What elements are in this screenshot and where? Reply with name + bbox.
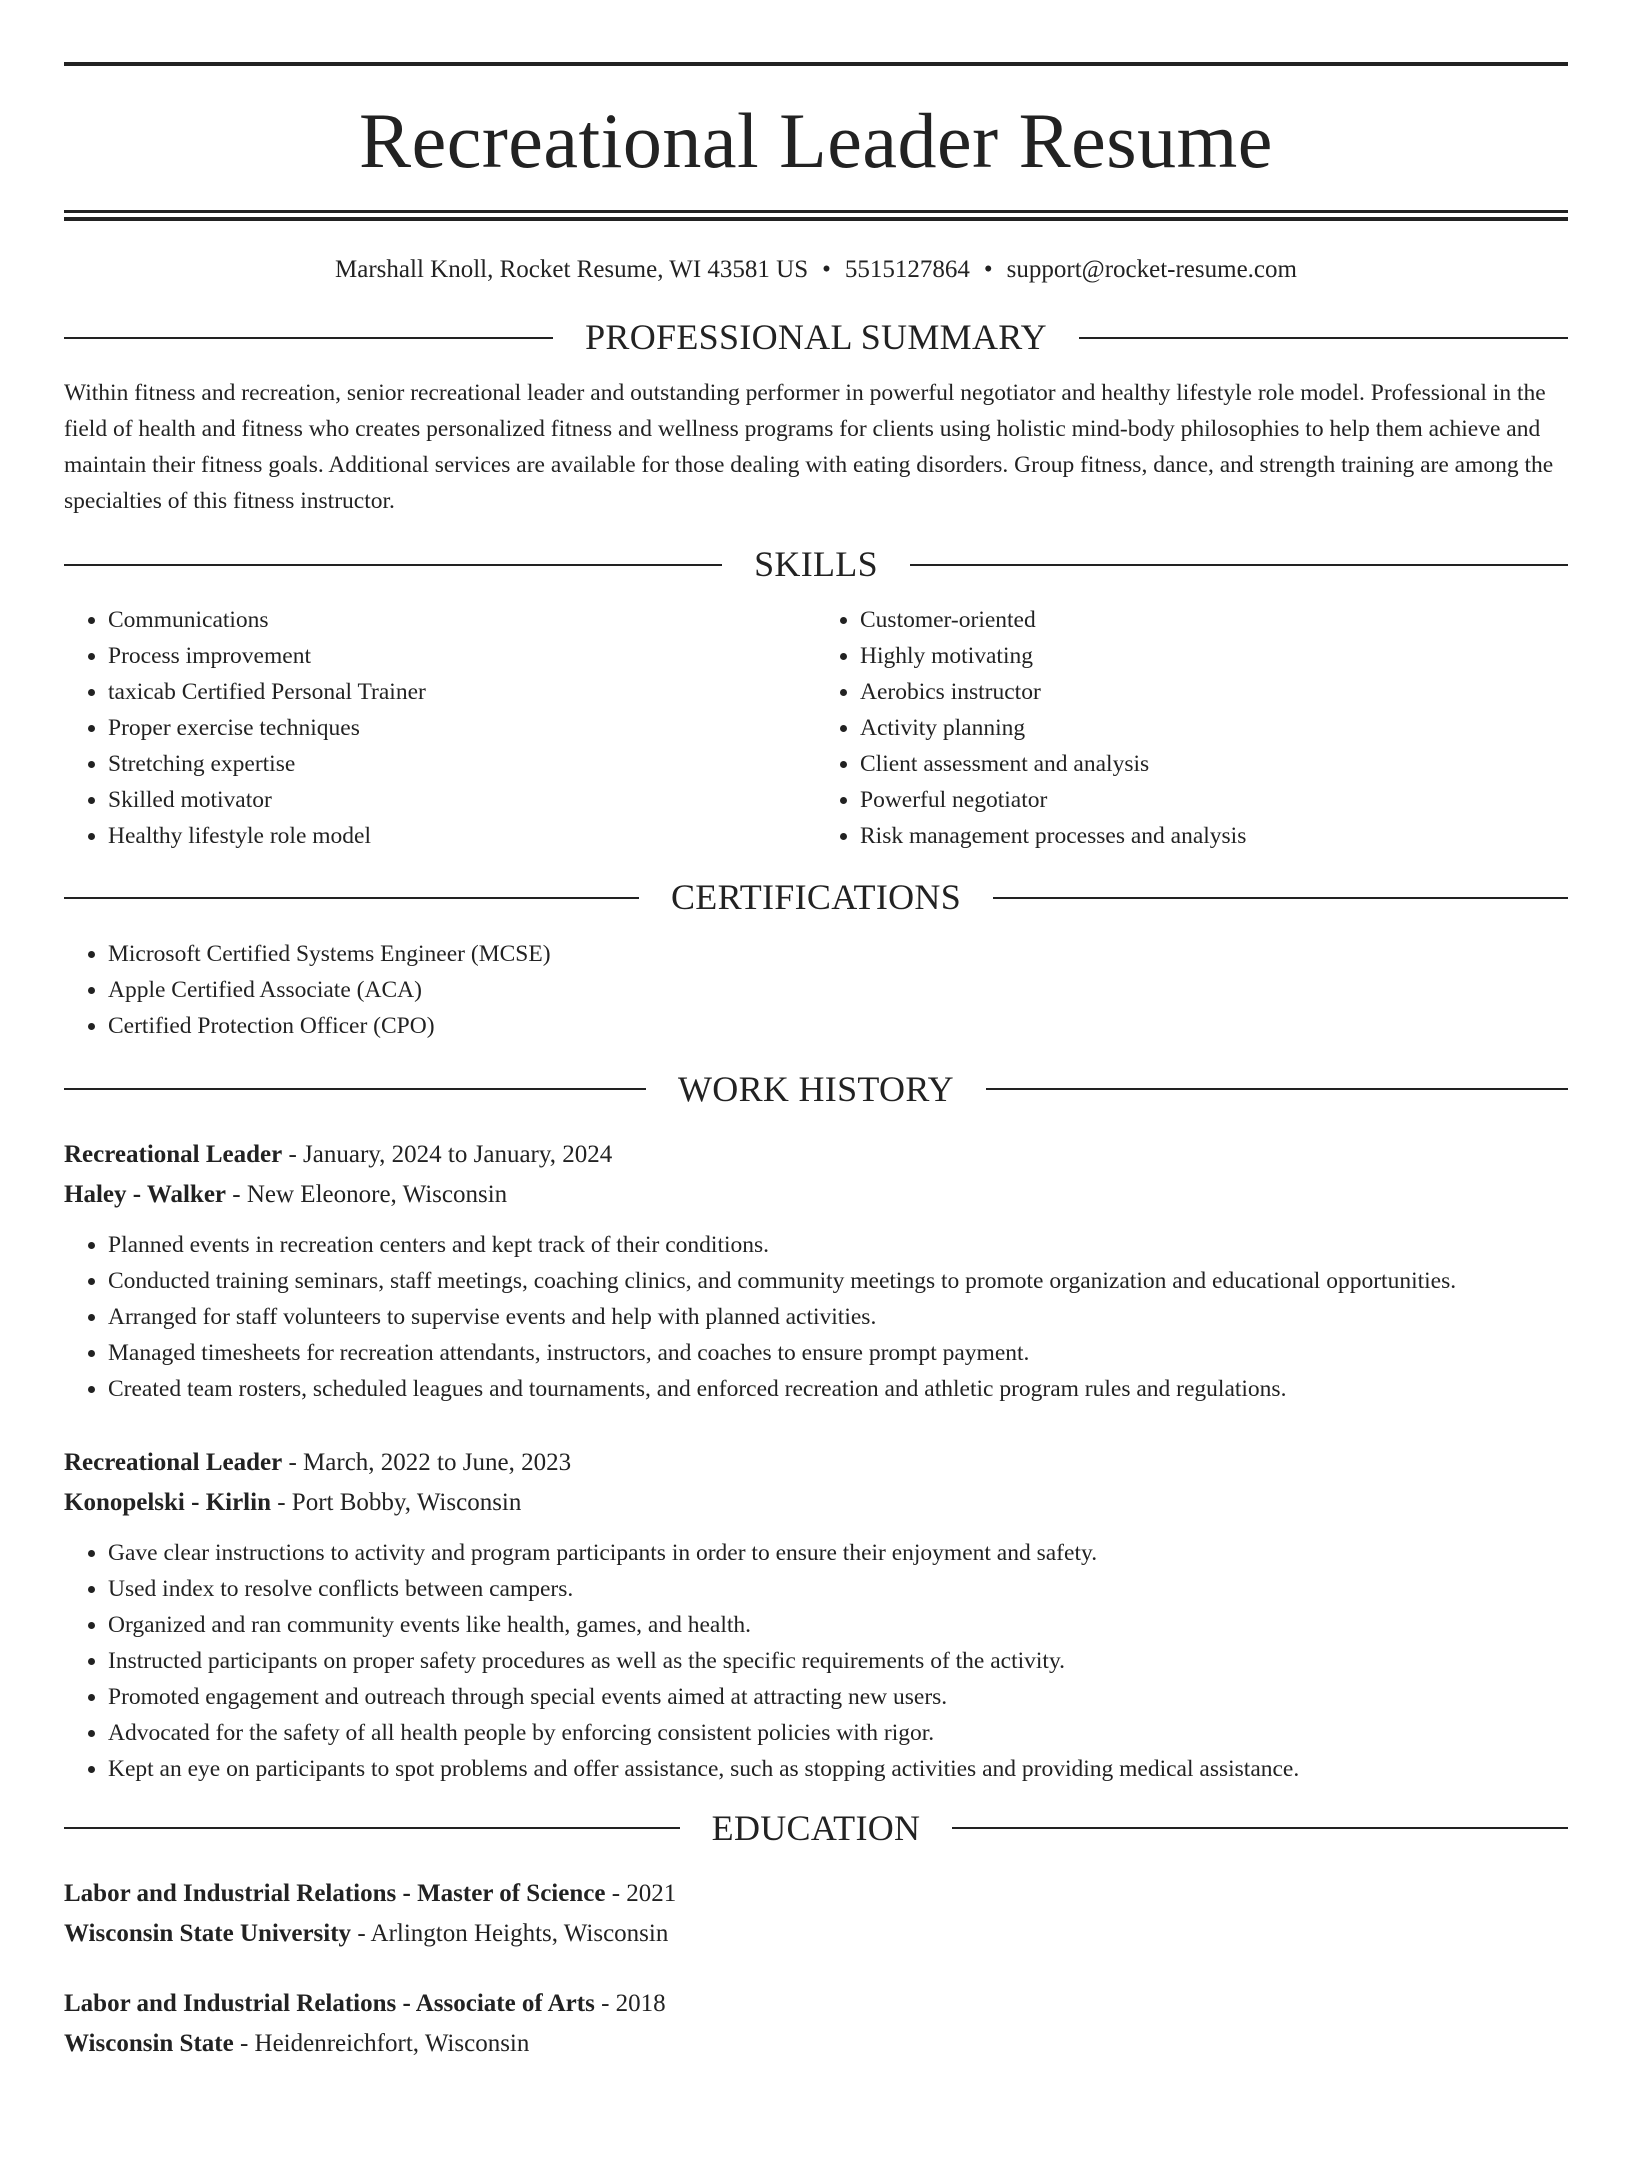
- section-rule: [64, 1827, 680, 1829]
- title-double-rule: [64, 210, 1568, 213]
- section-rule: [986, 1088, 1568, 1090]
- contact-separator: •: [822, 256, 831, 283]
- summary-text: Within fitness and recreation, senior recreational leader and outstanding performer in powerful negotiator and healthy lifestyle role model. Professional in the field of health and fitness who creates personalized fitness and wellness programs for clients using holistic mind-body philosophies to help them achieve and maintain their fitness goals. Additional services are available for those dealing with eating disorders. Group fitness, dance, and strength training are among the specialties of this fitness instructor.: [64, 380, 1554, 515]
- education-location: - Arlington Heights, Wisconsin: [357, 1919, 669, 1947]
- job-duty-item: • Instructed participants on proper safety procedures as well as the specific requirements of the activity.: [108, 1643, 1568, 1679]
- resume-page: [0, 62, 1632, 2174]
- skills-heading: SKILLS: [754, 544, 878, 585]
- education-location: - Heidenreichfort, Wisconsin: [239, 2029, 530, 2057]
- education-section-header: [64, 1807, 1568, 1850]
- skill-item: • Client assessment and analysis: [860, 746, 1568, 782]
- contact-phone: 5515127864: [844, 256, 970, 283]
- section-rule: [64, 1088, 646, 1090]
- education-degree: Labor and Industrial Relations - Master of Science: [64, 1879, 606, 1907]
- job-company: Konopelski - Kirlin: [64, 1488, 271, 1516]
- summary-heading: PROFESSIONAL SUMMARY: [585, 317, 1047, 357]
- contact-address: Marshall Knoll, Rocket Resume, WI 43581 US: [335, 256, 809, 283]
- job-dates: - March, 2022 to June, 2023: [288, 1448, 572, 1476]
- skill-item: • Healthy lifestyle role model: [108, 818, 816, 854]
- contact-email: support@rocket-resume.com: [1006, 256, 1297, 283]
- section-rule: [64, 337, 553, 339]
- job-title: Recreational Leader: [64, 1140, 283, 1168]
- certification-item: • Certified Protection Officer (CPO): [108, 1008, 1568, 1044]
- education-entry: [64, 1874, 1568, 1954]
- section-rule: [1079, 337, 1568, 339]
- certification-item: • Apple Certified Associate (ACA): [108, 972, 1568, 1008]
- education-degree: Labor and Industrial Relations - Associate of Arts: [64, 1989, 595, 2017]
- skill-item: • Highly motivating: [860, 638, 1568, 674]
- job-company: Haley - Walker: [64, 1180, 227, 1208]
- skills-column-right: [816, 602, 1568, 854]
- work-section-header: [64, 1068, 1568, 1111]
- job-location: - Port Bobby, Wisconsin: [277, 1488, 522, 1516]
- skill-item: • Activity planning: [860, 710, 1568, 746]
- skill-item: • Customer-oriented: [860, 602, 1568, 638]
- job-duty-item: • Organized and ran community events like health, games, and health.: [108, 1607, 1568, 1643]
- job-duty-item: • Advocated for the safety of all health people by enforcing consistent policies with rigor.: [108, 1715, 1568, 1751]
- skills-column-left: [64, 602, 816, 854]
- education-year: - 2018: [601, 1989, 666, 2017]
- summary-section-header: [64, 316, 1568, 359]
- job-duty-item: • Used index to resolve conflicts between campers.: [108, 1571, 1568, 1607]
- education-entry: [64, 1984, 1568, 2064]
- education-school-line: [64, 1914, 1568, 1954]
- certifications-section-header: [64, 876, 1568, 919]
- skill-item: • Stretching expertise: [108, 746, 816, 782]
- skill-item: • Communications: [108, 602, 816, 638]
- education-year: - 2021: [611, 1879, 677, 1907]
- job-entry: [64, 1135, 1568, 1407]
- skills-section-header: [64, 543, 1568, 586]
- job-company-line: [64, 1483, 1568, 1523]
- job-duty-item: • Gave clear instructions to activity and program participants in order to ensure their enjoyment and safety.: [108, 1535, 1568, 1571]
- job-duty-item: • Created team rosters, scheduled leagues and tournaments, and enforced recreation and athletic program rules and regulations.: [108, 1371, 1568, 1407]
- skill-item: • Risk management processes and analysis: [860, 818, 1568, 854]
- job-duty-item: • Kept an eye on participants to spot problems and offer assistance, such as stopping activities and providing medical assistance.: [108, 1751, 1568, 1787]
- job-duty-item: • Arranged for staff volunteers to supervise events and help with planned activities.: [108, 1299, 1568, 1335]
- job-duty-item: • Managed timesheets for recreation attendants, instructors, and coaches to ensure prompt payment.: [108, 1335, 1568, 1371]
- job-entry: [64, 1443, 1568, 1787]
- education-heading: EDUCATION: [711, 1807, 921, 1848]
- job-title-line: [64, 1443, 1568, 1483]
- education-school: Wisconsin State: [64, 2029, 234, 2057]
- job-title: Recreational Leader: [64, 1448, 283, 1476]
- section-rule: [993, 897, 1568, 899]
- contact-line: [64, 257, 1568, 282]
- skill-item: • Powerful negotiator: [860, 782, 1568, 818]
- job-dates: - January, 2024 to January, 2024: [288, 1140, 613, 1168]
- job-duties: [64, 1227, 1568, 1407]
- certification-item: • Microsoft Certified Systems Engineer (MCSE): [108, 936, 1568, 972]
- skill-item: • Skilled motivator: [108, 782, 816, 818]
- job-duty-item: • Conducted training seminars, staff meetings, coaching clinics, and community meetings to promote organization and educational opportunities.: [108, 1263, 1568, 1299]
- job-location: - New Eleonore, Wisconsin: [232, 1180, 508, 1208]
- education-degree-line: [64, 1874, 1568, 1914]
- job-company-line: [64, 1175, 1568, 1215]
- section-rule: [64, 564, 722, 566]
- page-title: Recreational Leader Resume: [359, 97, 1273, 184]
- job-title-line: [64, 1135, 1568, 1175]
- education-degree-line: [64, 1984, 1568, 2024]
- education-school: Wisconsin State University: [64, 1919, 352, 1947]
- work-heading: WORK HISTORY: [678, 1068, 954, 1109]
- job-duty-item: • Promoted engagement and outreach through special events aimed at attracting new users.: [108, 1679, 1568, 1715]
- skill-item: • Process improvement: [108, 638, 816, 674]
- section-rule: [952, 1827, 1568, 1829]
- certifications-heading: CERTIFICATIONS: [670, 877, 962, 918]
- section-rule: [64, 897, 639, 899]
- job-duties: [64, 1535, 1568, 1787]
- skill-item: • Proper exercise techniques: [108, 710, 816, 746]
- certifications-list: [64, 936, 1568, 1044]
- contact-separator: •: [983, 256, 993, 283]
- top-rule: [64, 62, 1568, 66]
- skill-item: • Aerobics instructor: [860, 674, 1568, 710]
- skill-item: • taxicab Certified Personal Trainer: [108, 674, 816, 710]
- education-school-line: [64, 2024, 1568, 2064]
- skills-list: [64, 602, 1568, 854]
- job-duty-item: • Planned events in recreation centers and kept track of their conditions.: [108, 1227, 1568, 1263]
- section-rule: [910, 564, 1568, 566]
